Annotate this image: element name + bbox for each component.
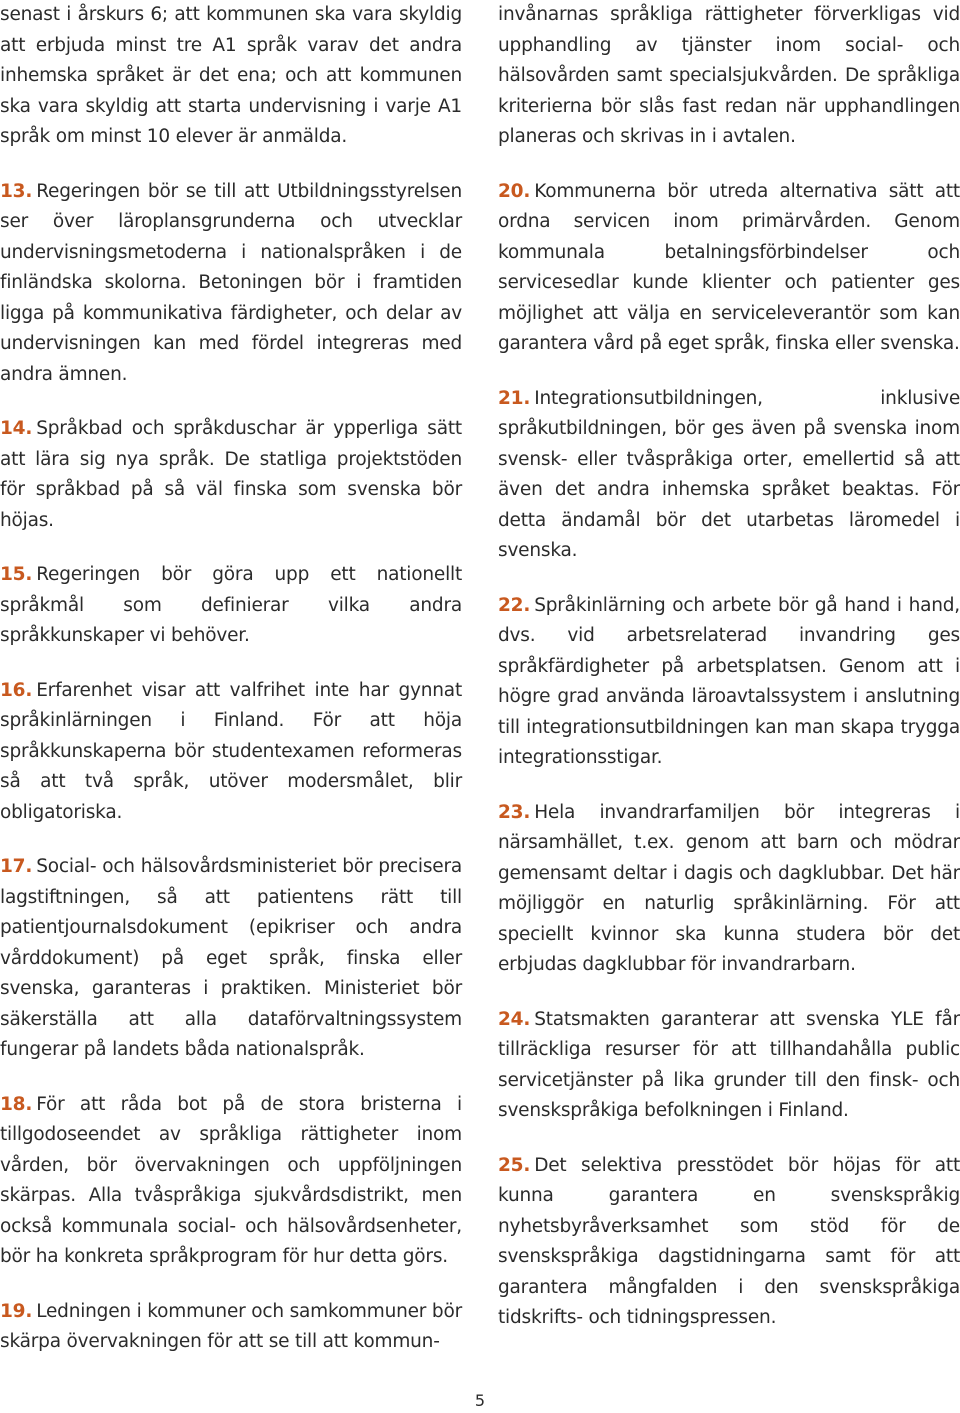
paragraph-14 (0, 414, 462, 536)
paragraph-13 (0, 177, 462, 391)
item-text: Ledningen i kommuner och samkommuner bör skärpa övervakningen för att se till att kommun- (0, 1300, 462, 1352)
paragraph-22 (498, 591, 960, 774)
item-number: 14. (0, 418, 33, 439)
item-text: Social- och hälsovårdsministeriet bör precisera lagstiftningen, så att patientens rätt till patientjournalsdokument (epikriser och andra vårddokument) på eget språk, finska eller svenska, garanteras i praktiken. Ministeriet bör säkerställa att alla dataförvaltningssystem fungerar på landets båda nationalspråk. (0, 856, 462, 1060)
item-text: Hela invandrarfamiljen bör integreras i närsamhället, t.ex. genom att barn och mödrar gemensamt deltar i dagis och dagklubbar. Det här möjliggör en naturlig språkinlärning. För att speciellt kvinnor ska kunna studera bör det erbjudas dagklubbar för invandrarbarn. (498, 801, 960, 975)
paragraph-continuation-left (0, 0, 462, 153)
item-number: 25. (498, 1154, 531, 1176)
item-text: Språkinlärning och arbete bör gå hand i hand, dvs. vid arbetsrelaterad invandring ges språkfärdigheter på arbetsplatsen. Genom att i högre grad använda läroavtalssystem i anslutning till integrationsutbildningen kan man skapa trygga integrationsstigar. (498, 594, 960, 768)
item-text: Det selektiva presstödet bör höjas för att kunna garantera en svenskspråkig nyhetsbyråverksamhet som stöd för de svenskspråkiga dagstidningarna samt för att garantera mångfalden i den svenskspråkiga tidskrifts- och tidningspressen. (498, 1154, 960, 1328)
item-number: 15. (0, 564, 33, 585)
item-number: 17. (0, 856, 33, 877)
item-number: 23. (498, 801, 531, 823)
item-text: Kommunerna bör utreda alternativa sätt att ordna servicen inom primärvården. Genom kommunala betalningsförbindelser och servicesedlar kunde klienter och patienter ges möjlighet att välja en serviceleverantör som kan garantera vård på eget språk, finska eller svenska. (498, 180, 960, 354)
paragraph-continuation-right (498, 0, 960, 153)
item-text: Erfarenhet visar att valfrihet inte har gynnat språkinlärningen i Finland. För att höja språkkunskaperna bör studentexamen reformeras så att två språk, utöver modersmålet, blir obligatoriska. (0, 679, 462, 823)
item-text: Regeringen bör göra upp ett nationellt språkmål som definierar vilka andra språkkunskaper vi behöver. (0, 564, 462, 646)
paragraph-18 (0, 1090, 462, 1273)
item-number: 24. (498, 1008, 531, 1030)
left-column (0, 0, 462, 1358)
item-text: Regeringen bör se till att Utbildningsstyrelsen ser över läroplansgrunderna och utvecklar undervisningsmetoderna i nationalspråken i de finländska skolorna. Betoningen bör i framtiden ligga på kommunikativa färdigheter, och delar av undervisningen kan med fördel integreras med andra ämnen. (0, 180, 462, 385)
paragraph-20 (498, 177, 960, 360)
paragraph-17 (0, 852, 462, 1066)
paragraph-15 (0, 560, 462, 652)
item-text: Språkbad och språkduschar är ypperliga sätt att lära sig nya språk. De statliga projektstöden för språkbad på så väl finska som svenska bör höjas. (0, 418, 462, 531)
item-number: 21. (498, 387, 531, 409)
item-number: 18. (0, 1093, 33, 1115)
item-number: 20. (498, 180, 531, 202)
item-text: För att råda bot på de stora bristerna i tillgodoseendet av språkliga rättigheter inom vården, bör övervakningen och uppföljningen skärpas. Alla tvåspråkiga sjukvårdsdistrikt, men också kommunala social- och hälsovårdsenheter, bör ha konkreta språkprogram för hur detta görs. (0, 1093, 462, 1267)
item-number: 19. (0, 1300, 33, 1322)
paragraph-23 (498, 798, 960, 981)
page-number: 5 (474, 1391, 486, 1410)
right-column (498, 0, 960, 1334)
item-number: 16. (0, 679, 33, 701)
paragraph-16 (0, 676, 462, 829)
item-text: senast i årskurs 6; att kommunen ska vara skyldig att erbjuda minst tre A1 språk varav det andra inhemska språket är det ena; och att kommunen ska vara skyldig att starta undervisning i varje A1 språk om minst 10 elever är anmälda. (0, 4, 462, 147)
item-number: 13. (0, 180, 33, 202)
paragraph-24 (498, 1005, 960, 1127)
paragraph-19 (0, 1297, 462, 1358)
item-text: Statsmakten garanterar att svenska YLE får tillräckliga resurser för att tillhandahålla public servicetjänster på lika grunder till den finsk- och svenskspråkiga befolkningen i Finland. (498, 1008, 960, 1121)
paragraph-25 (498, 1151, 960, 1334)
paragraph-21 (498, 384, 960, 567)
item-number: 22. (498, 594, 531, 616)
item-text: invånarnas språkliga rättigheter förverkligas vid upphandling av tjänster inom social- och hälsovården samt specialsjukvården. De språkliga kriterierna bör slås fast redan när upphandlingen planeras och skrivas in i avtalen. (498, 4, 960, 147)
item-text: Integrationsutbildningen, inklusive språkutbildningen, bör ges även på svenska inom svensk- eller tvåspråkiga orter, emellertid så att även det andra inhemska språket beaktas. För detta ändamål bör det utarbetas läromedel i svenska. (498, 387, 960, 561)
